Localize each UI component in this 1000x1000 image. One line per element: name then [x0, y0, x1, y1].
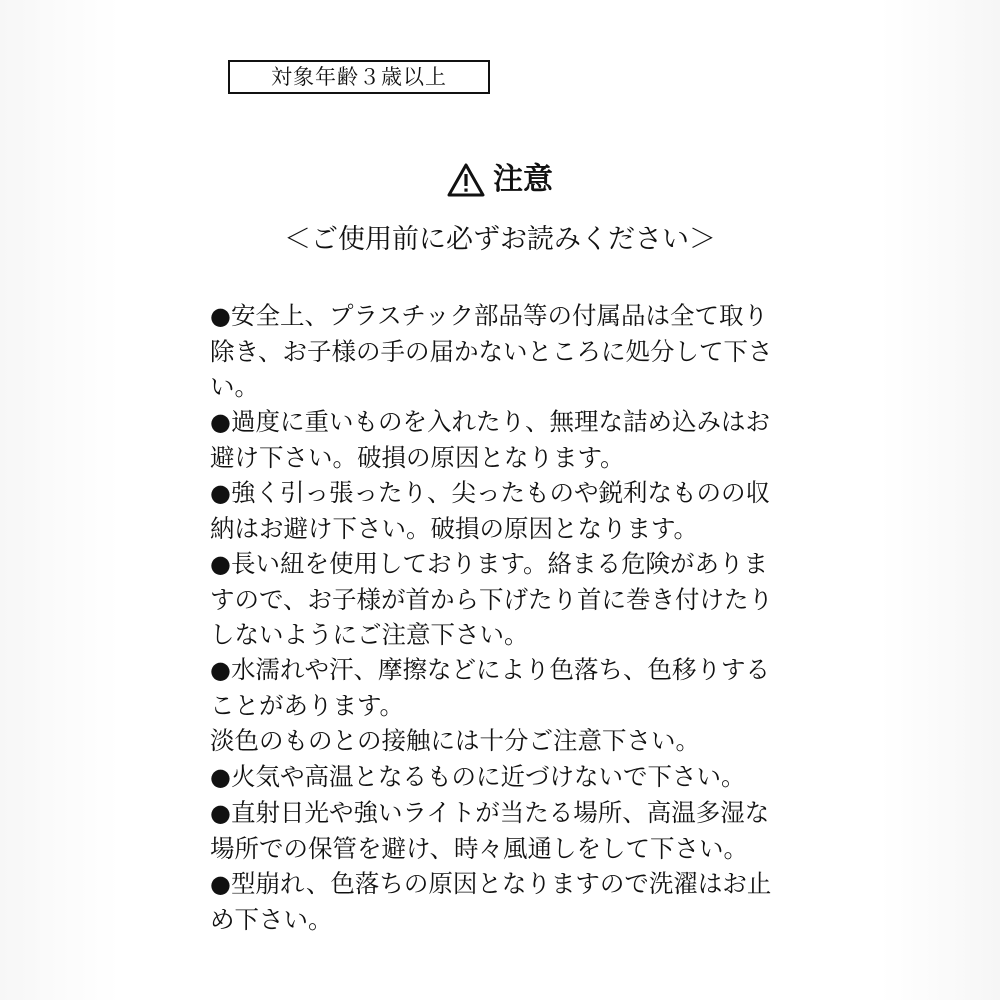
note-item: [210, 475, 780, 546]
note-item: [210, 759, 780, 795]
age-label: 対象年齢３歳以上: [271, 65, 447, 89]
note-item: [210, 298, 780, 404]
note-text: 型崩れ、色落ちの原因となりますので洗濯はお止め下さい。: [210, 869, 772, 934]
note-text: 淡色のものとの接触には十分ご注意下さい。: [210, 726, 700, 755]
note-text: 過度に重いものを入れたり、無理な詰め込みはお避け下さい。破損の原因となります。: [210, 407, 770, 472]
caution-title: 注意: [493, 162, 553, 197]
note-item: [210, 652, 780, 723]
note-text: 長い紐を使用しております。絡まる危険がありますので、お子様が首から下げたり首に巻き付けたりしないようにご注意下さい。: [210, 549, 774, 649]
note-item: [210, 546, 780, 652]
note-text: 安全上、プラスチック部品等の付属品は全て取り除き、お子様の手の届かないところに処分して下さい。: [210, 301, 773, 401]
note-text: 火気や高温となるものに近づけないで下さい。: [230, 762, 746, 791]
note-item-continuation: [210, 723, 780, 759]
note-text: 直射日光や強いライトが当たる場所、高温多湿な場所での保管を避け、時々風通しをして下さい。: [210, 798, 770, 863]
bullet-icon: ●: [210, 656, 231, 684]
note-text: 強く引っ張ったり、尖ったものや鋭利なものの収納はお避け下さい。破損の原因となります。: [210, 478, 770, 543]
note-item: [210, 866, 780, 937]
read-before-use-note: ＜ご使用前に必ずお読みください＞: [284, 224, 716, 255]
note-text: 水濡れや汗、摩擦などにより色落ち、色移りすることがあります。: [210, 655, 770, 720]
bullet-icon: ●: [210, 870, 231, 898]
bullet-icon: ●: [210, 408, 231, 436]
bullet-icon: ●: [210, 550, 231, 578]
bullet-icon: ●: [210, 302, 231, 330]
bullet-icon: ●: [210, 763, 231, 791]
warning-triangle-icon: [447, 163, 485, 197]
caution-notes-list: [210, 298, 780, 937]
caution-heading: [0, 158, 1000, 202]
note-item: [210, 404, 780, 475]
age-label-box: [228, 60, 490, 94]
note-item: [210, 795, 780, 866]
bullet-icon: ●: [210, 479, 231, 507]
bullet-icon: ●: [210, 799, 231, 827]
